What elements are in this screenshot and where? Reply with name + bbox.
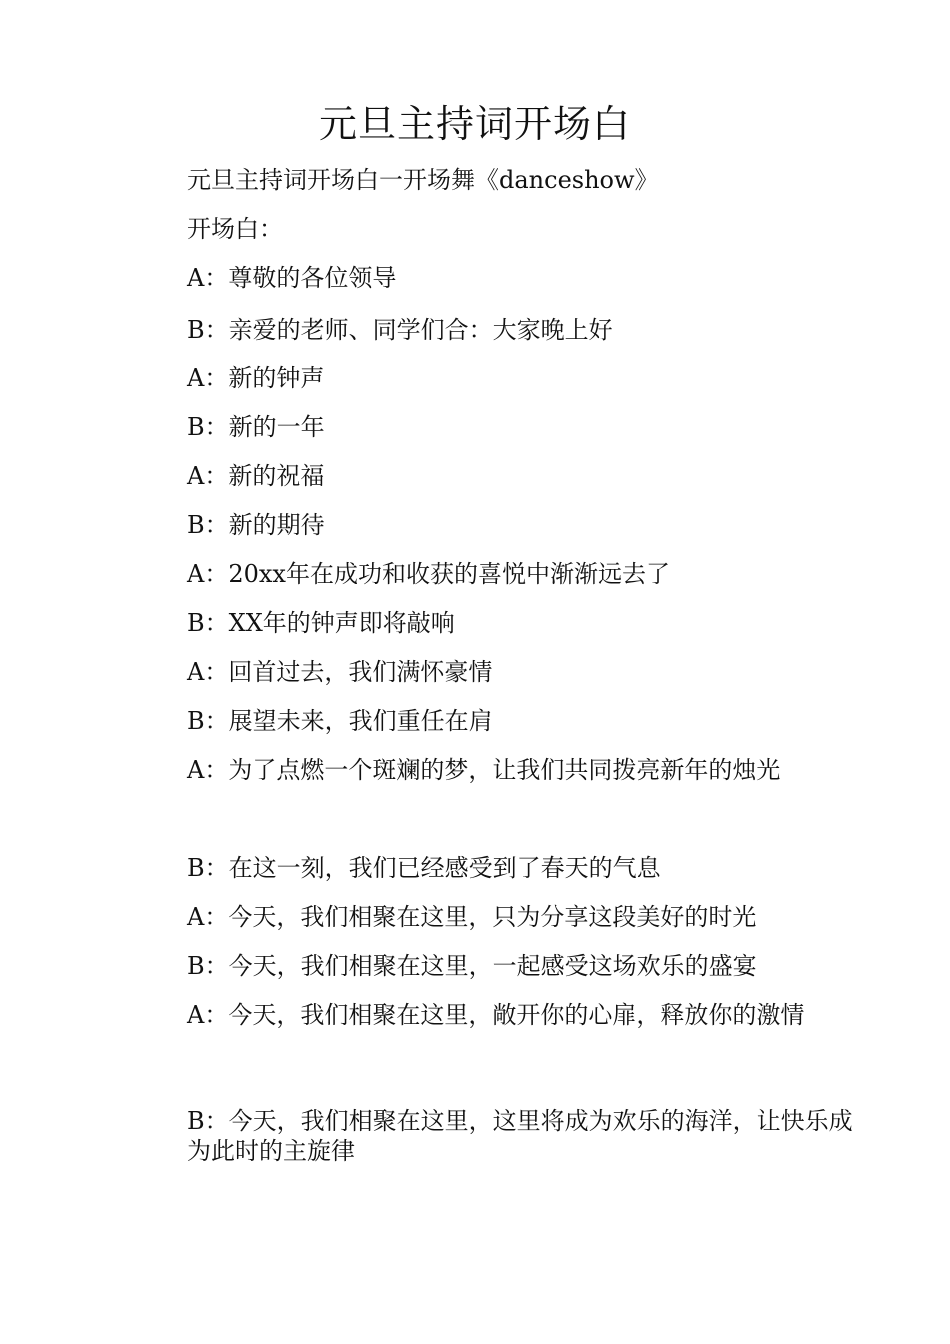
paragraph-line: A：新的钟声 xyxy=(187,364,325,392)
paragraph-line: A：尊敬的各位领导 xyxy=(187,264,397,292)
paragraph-line: B：今天，我们相聚在这里，一起感受这场欢乐的盛宴 xyxy=(187,952,757,980)
paragraph-line: A：20xx年在成功和收获的喜悦中渐渐远去了 xyxy=(187,560,670,588)
paragraph-line: B：今天，我们相聚在这里，这里将成为欢乐的海洋，让快乐成为此时的主旋律 xyxy=(187,1107,853,1165)
paragraph-line: B：XX年的钟声即将敲响 xyxy=(187,609,455,637)
paragraph-line: A：新的祝福 xyxy=(187,462,325,490)
paragraph-line: B：新的期待 xyxy=(187,511,325,539)
document-title: 元旦主持词开场白 xyxy=(318,102,631,146)
paragraph-line: B：亲爱的老师、同学们合：大家晚上好 xyxy=(187,316,613,344)
paragraph-line: B：新的一年 xyxy=(187,413,325,441)
paragraph-line: B：在这一刻，我们已经感受到了春天的气息 xyxy=(187,854,661,882)
paragraph-line: A：今天，我们相聚在这里，只为分享这段美好的时光 xyxy=(187,903,757,931)
paragraph-subtitle: 元旦主持词开场白一开场舞《danceshow》 xyxy=(187,166,659,194)
paragraph-line: A：今天，我们相聚在这里，敞开你的心扉，释放你的激情 xyxy=(187,1001,805,1029)
paragraph-line: B：展望未来，我们重任在肩 xyxy=(187,707,493,735)
paragraph-line: A：为了点燃一个斑斓的梦，让我们共同拨亮新年的烛光 xyxy=(187,756,781,784)
paragraph-opening-label: 开场白： xyxy=(187,215,283,243)
paragraph-line: A：回首过去，我们满怀豪情 xyxy=(187,658,493,686)
